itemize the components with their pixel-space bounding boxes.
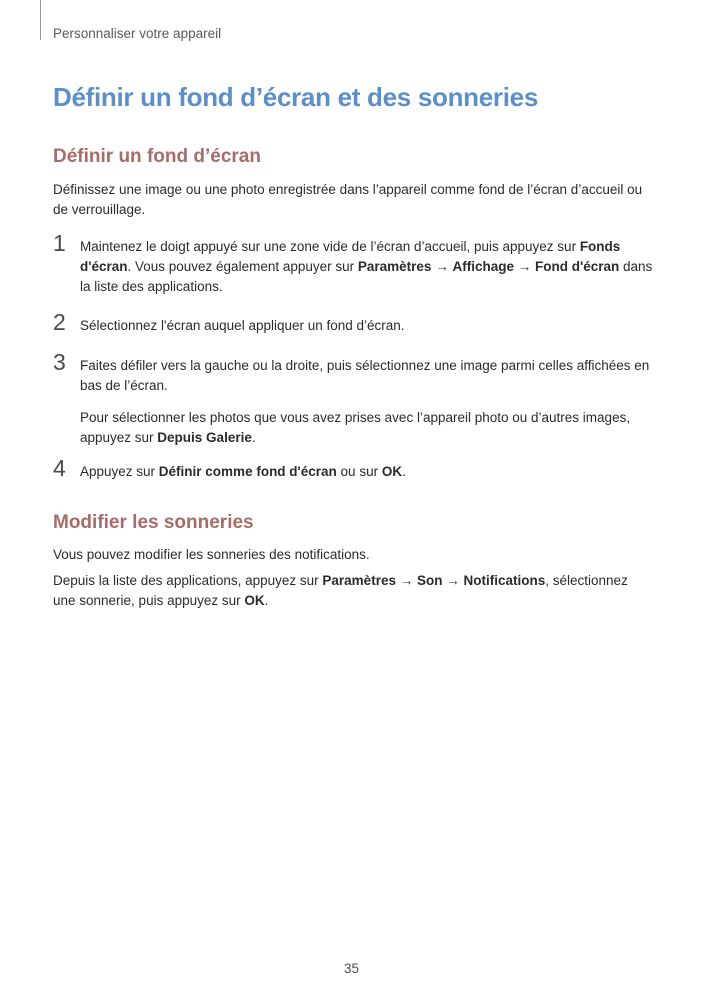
section-title-ringtones: Modifier les sonneries [53, 512, 254, 533]
step-1 [53, 230, 653, 297]
step-number: 4 [53, 455, 66, 481]
step-number: 2 [53, 309, 66, 335]
section-title-wallpaper: Définir un fond d’écran [53, 146, 261, 167]
wallpaper-intro: Définissez une image ou une photo enregistrée dans l’appareil comme fond de l’écran d’accueil ou de verrouillage. [53, 182, 643, 217]
page-number: 35 [343, 961, 360, 976]
ringtones-intro: Vous pouvez modifier les sonneries des notifications. [53, 547, 370, 562]
ui-term: Notifications [463, 573, 546, 588]
running-header: Personnaliser votre appareil [53, 26, 222, 41]
step-number: 1 [53, 230, 66, 256]
step-4 [53, 455, 653, 482]
step-2 [53, 309, 653, 336]
margin-rule [40, 0, 41, 40]
ui-term: Définir comme fond d'écran [158, 464, 337, 479]
ui-term: Paramètres [322, 573, 396, 588]
page-title: Définir un fond d’écran et des sonneries [53, 82, 538, 112]
step-text: Appuyez sur Définir comme fond d'écran ou sur OK. [80, 464, 406, 479]
ui-term: Fond d'écran [535, 259, 620, 274]
ui-term: Affichage [452, 259, 514, 274]
step-text: Maintenez le doigt appuyé sur une zone vide de l’écran d’accueil, puis appuyez sur Fonds d'écran. Vous pouvez également appuyer sur Paramètres → Affichage → Fond d'écran dans la liste des applications. [80, 239, 653, 294]
step-number: 3 [53, 349, 66, 375]
ui-term: Depuis Galerie [157, 430, 252, 445]
ui-term: OK [381, 464, 403, 479]
step-3 [53, 349, 653, 448]
ui-term: OK [244, 593, 265, 608]
step-text: Sélectionnez l'écran auquel appliquer un fond d’écran. [80, 318, 405, 333]
ui-term: Son [416, 573, 443, 588]
ringtones-instructions: Depuis la liste des applications, appuyez sur Paramètres → Son → Notifications, sélectionnez une sonnerie, puis appuyez sur OK. [53, 573, 628, 608]
step-text: Faites défiler vers la gauche ou la droite, puis sélectionnez une image parmi celles affichées en bas de l’écran. [80, 358, 650, 393]
step-note: Pour sélectionner les photos que vous avez prises avec l’appareil photo ou d’autres images, appuyez sur Depuis Galerie. [80, 410, 631, 445]
ui-term: Fonds d'écran [80, 239, 621, 274]
ui-term: Paramètres [357, 259, 432, 274]
